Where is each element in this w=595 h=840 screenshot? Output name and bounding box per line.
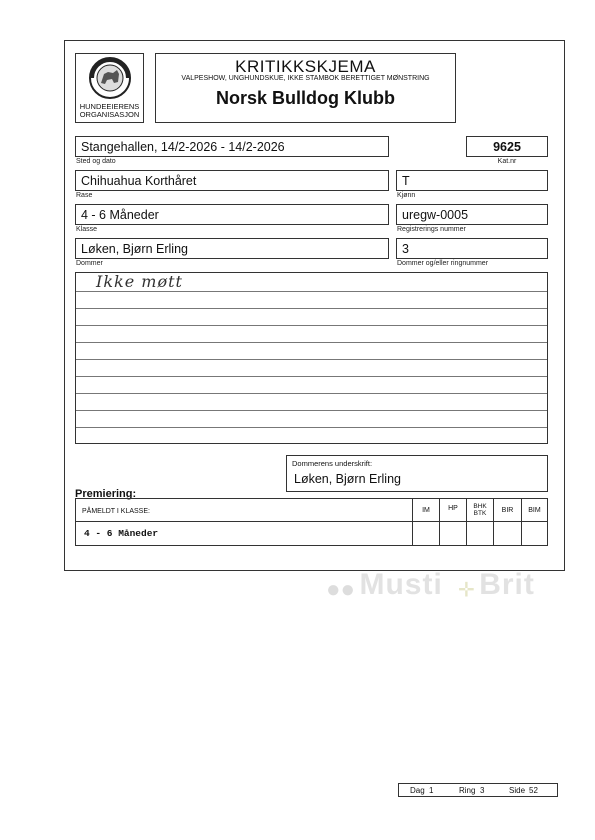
critique-line bbox=[76, 342, 547, 343]
class-cell: 4 - 6 Måneder bbox=[84, 528, 159, 539]
footer-box bbox=[398, 783, 558, 797]
bhk-btk-header: BHK BTK bbox=[473, 503, 487, 517]
critique-line bbox=[76, 325, 547, 326]
registration-label: Registrerings nummer bbox=[397, 226, 466, 233]
musti-logo bbox=[326, 568, 443, 604]
org-line1: HUNDEEIERENS bbox=[79, 102, 140, 111]
critique-line bbox=[76, 393, 547, 394]
class-column-header: PÅMELDT I KLASSE: bbox=[82, 508, 150, 515]
critique-line bbox=[76, 359, 547, 360]
bim-column[interactable] bbox=[521, 499, 547, 545]
im-column[interactable] bbox=[412, 499, 439, 545]
critique-area[interactable] bbox=[75, 272, 548, 444]
sex-label: Kjønn bbox=[397, 192, 416, 199]
club-name: Norsk Bulldog Klubb bbox=[216, 88, 395, 108]
brit-text: Brit bbox=[479, 568, 535, 601]
venue-date-label: Sted og dato bbox=[76, 158, 116, 165]
critique-line bbox=[76, 376, 547, 377]
class-label: Klasse bbox=[76, 226, 98, 233]
hp-column[interactable] bbox=[439, 499, 466, 545]
venue-date-field[interactable]: Stangehallen, 14/2-2026 - 14/2-2026 bbox=[75, 136, 389, 157]
registration-field[interactable]: uregw-0005 bbox=[396, 204, 548, 225]
handwritten-critique: Ikke møtt bbox=[96, 272, 183, 291]
form-title: KRITIKKSKJEMA bbox=[235, 57, 376, 76]
premiering-title: Premiering: bbox=[75, 488, 137, 500]
ring-number-label: Dommer og/eller ringnummer bbox=[397, 260, 489, 267]
hp-header: HP bbox=[448, 505, 458, 512]
premiering-table bbox=[75, 498, 548, 546]
critique-line bbox=[76, 308, 547, 309]
brit-emblem-icon: ✛ bbox=[458, 579, 475, 602]
ring-value: 3 bbox=[480, 786, 485, 795]
bir-header: BIR bbox=[501, 507, 514, 514]
breed-field[interactable]: Chihuahua Korthåret bbox=[75, 170, 389, 191]
dag-value: 1 bbox=[429, 786, 434, 795]
im-header: IM bbox=[422, 507, 430, 514]
bhk-btk-column[interactable] bbox=[466, 499, 493, 545]
ring-number-field[interactable]: 3 bbox=[396, 238, 548, 259]
dag-label: Dag bbox=[410, 786, 425, 795]
form-subtitle: VALPESHOW, UNGHUNDSKUE, IKKE STAMBOK BERETTIGET MØNSTRING bbox=[181, 75, 430, 82]
signature-value: Løken, Bjørn Erling bbox=[294, 472, 401, 486]
sex-field[interactable]: T bbox=[396, 170, 548, 191]
catalog-number-label: Kat.nr bbox=[497, 158, 517, 165]
brit-logo bbox=[458, 568, 535, 602]
critique-line bbox=[76, 291, 547, 292]
pet-faces-icon: ●● bbox=[326, 575, 355, 603]
bir-column[interactable] bbox=[493, 499, 521, 545]
critique-line bbox=[76, 410, 547, 411]
catalog-number-field[interactable]: 9625 bbox=[466, 136, 548, 157]
org-name bbox=[75, 103, 144, 119]
judge-label: Dommer bbox=[76, 260, 103, 267]
ring-label: Ring bbox=[459, 786, 476, 795]
musti-text: Musti bbox=[359, 568, 443, 601]
bim-header: BIM bbox=[528, 507, 541, 514]
critique-line bbox=[76, 427, 547, 428]
side-value: 52 bbox=[529, 786, 538, 795]
class-field[interactable]: 4 - 6 Måneder bbox=[75, 204, 389, 225]
org-line2: ORGANISASJON bbox=[79, 110, 140, 119]
signature-label: Dommerens underskrift: bbox=[292, 459, 373, 468]
judge-field[interactable]: Løken, Bjørn Erling bbox=[75, 238, 389, 259]
breed-label: Rase bbox=[76, 192, 93, 199]
side-label: Side bbox=[509, 786, 526, 795]
kennel-club-logo bbox=[88, 56, 132, 100]
